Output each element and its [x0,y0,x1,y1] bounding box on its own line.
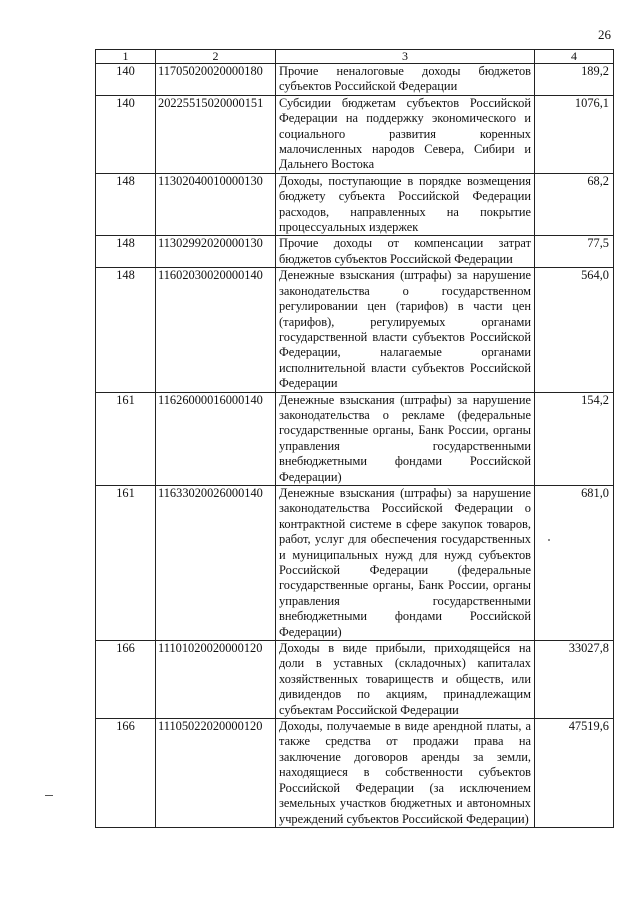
revenue-table [95,49,614,828]
table-row [96,64,614,96]
description-cell: Денежные взыскания (штрафы) за нарушение законодательства о рекламе (федеральные государственные органы, Банк России, органы управления государственными внебюджетными фондами Российской Федерации) [276,392,535,485]
budget-code-cell: 11626000016000140 [156,392,276,485]
budget-code-cell: 11602030020000140 [156,268,276,392]
scan-margin-mark [45,795,53,796]
amount-cell: 154,2 [535,392,614,485]
description-cell: Прочие неналоговые доходы бюджетов субъектов Российской Федерации [276,64,535,96]
admin-code-cell: 166 [96,641,156,719]
admin-code-cell: 148 [96,268,156,392]
amount-cell: 47519,6 [535,719,614,828]
description-cell: Денежные взыскания (штрафы) за нарушение законодательства Российской Федерации о контрактной системе в сфере закупок товаров, работ, услуг для обеспечения государственных и муниципальных нужд для нужд субъектов Российской Федерации (федеральные государственные органы, Банк России, органы управления государственными внебюджетными фондами Российской Федерации) [276,485,535,640]
column-header-4: 4 [535,50,614,64]
admin-code-cell: 140 [96,64,156,96]
amount-cell: 77,5 [535,236,614,268]
description-cell: Доходы в виде прибыли, приходящейся на доли в уставных (складочных) капиталах хозяйственных товариществ и обществ, или дивидендов по акциям, принадлежащим субъектам Российской Федерации [276,641,535,719]
table-header-row [96,50,614,64]
amount-cell: 564,0 [535,268,614,392]
column-header-3: 3 [276,50,535,64]
budget-code-cell: 11101020020000120 [156,641,276,719]
amount-cell: 33027,8 [535,641,614,719]
description-cell: Доходы, поступающие в порядке возмещения бюджету субъекта Российской Федерации расходов, направленных на покрытие процессуальных издержек [276,173,535,236]
amount-cell: 681,0 [535,485,614,640]
budget-code-cell: 11302992020000130 [156,236,276,268]
amount-cell: 68,2 [535,173,614,236]
table-row [96,173,614,236]
table-row [96,236,614,268]
table-row [96,485,614,640]
scan-speck [548,539,550,541]
column-header-2: 2 [156,50,276,64]
page-number: 26 [598,27,611,42]
admin-code-cell: 161 [96,485,156,640]
description-cell: Прочие доходы от компенсации затрат бюджетов субъектов Российской Федерации [276,236,535,268]
table-row [96,95,614,173]
table-row [96,392,614,485]
column-header-1: 1 [96,50,156,64]
table-row [96,719,614,828]
description-cell: Доходы, получаемые в виде арендной платы, а также средства от продажи права на заключение договоров аренды за земли, находящиеся в собственности субъектов Российской Федерации (за исключением земельных участков бюджетных и автономных учреждений субъектов Российской Федерации) [276,719,535,828]
budget-code-cell: 11705020020000180 [156,64,276,96]
description-cell: Субсидии бюджетам субъектов Российской Федерации на поддержку экономического и социального развития коренных малочисленных народов Севера, Сибири и Дальнего Востока [276,95,535,173]
budget-code-cell: 11302040010000130 [156,173,276,236]
description-cell: Денежные взыскания (штрафы) за нарушение законодательства о государственном регулировании цен (тарифов) в части цен (тарифов), регулируемых органами государственной власти субъектов Российской Федерации, налагаемые органами исполнительной власти субъектов Российской Федерации [276,268,535,392]
admin-code-cell: 166 [96,719,156,828]
admin-code-cell: 140 [96,95,156,173]
table-row [96,268,614,392]
budget-code-cell: 20225515020000151 [156,95,276,173]
amount-cell: 189,2 [535,64,614,96]
budget-code-cell: 11105022020000120 [156,719,276,828]
admin-code-cell: 148 [96,173,156,236]
admin-code-cell: 148 [96,236,156,268]
admin-code-cell: 161 [96,392,156,485]
table-row [96,641,614,719]
budget-code-cell: 11633020026000140 [156,485,276,640]
amount-cell: 1076,1 [535,95,614,173]
